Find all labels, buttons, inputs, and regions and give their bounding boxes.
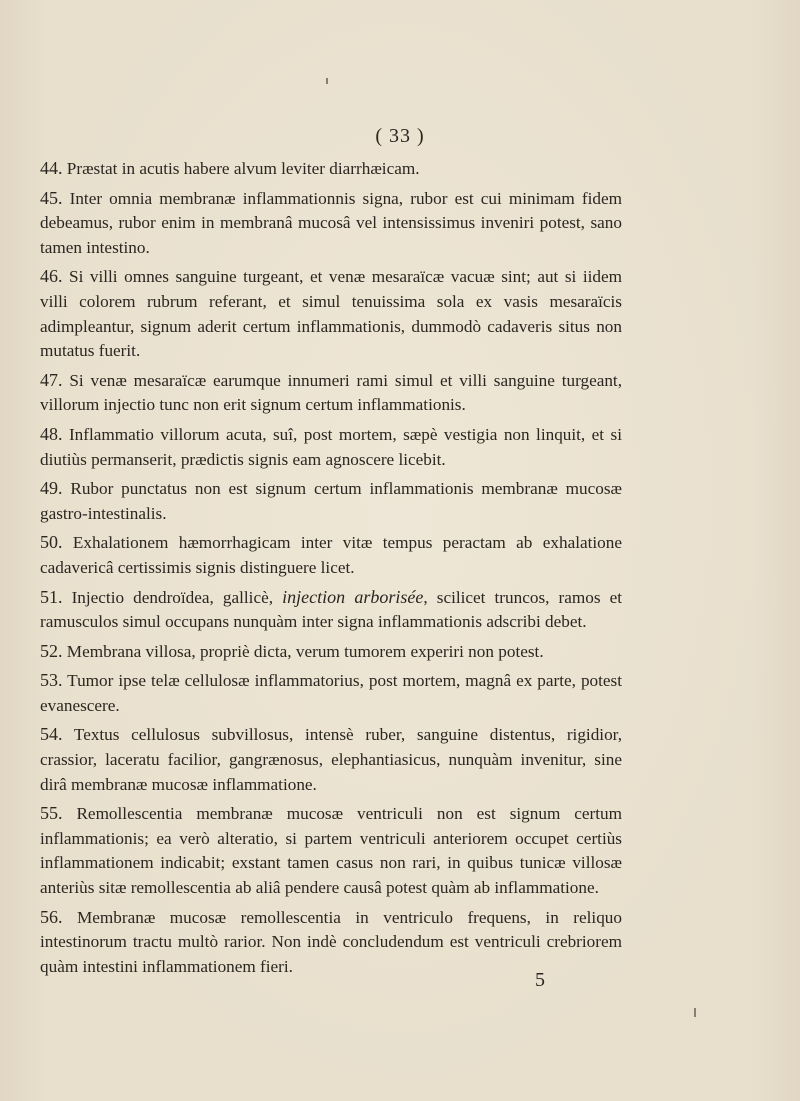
paragraph-49: [40, 476, 622, 526]
paragraph-text: Membranæ mucosæ remollescentia in ventriculo frequens, in reliquo intestinorum tractu multò rarior. Non indè concludendum est ventriculi crebriorem quàm intestini inflammationem fieri.: [40, 907, 622, 976]
paragraph-55: [40, 801, 622, 900]
paragraph-50: [40, 530, 622, 580]
paragraph-text: Tumor ipse telæ cellulosæ inflammatorius, post mortem, magnâ ex parte, potest evanescere.: [40, 671, 622, 715]
paragraph-53: [40, 668, 622, 718]
paragraph-45: [40, 186, 622, 261]
paragraph-text-post: , scilicet truncos, ramos et ramusculos simul occupans nunquàm inter signa inflammationis adscribi debet.: [40, 587, 623, 632]
paragraph-text-pre: Injectio dendroïdea, gallicè,: [62, 587, 283, 607]
paragraph-number: 46.: [40, 266, 63, 287]
paragraph-47: [40, 368, 622, 418]
paragraph-text: Inflammatio villorum acuta, suî, post mortem, sæpè vestigia non linquit, et si diutiùs permanserit, prædictis signis eam agnoscere licebit.: [40, 424, 622, 469]
paragraph-text: Si venæ mesaraïcæ earumque innumeri rami simul et villi sanguine turgeant, villorum injectio tunc non erit signum certum inflammationis.: [40, 370, 622, 415]
paper-speck: [326, 78, 328, 84]
paragraph-number: 44.: [40, 158, 63, 178]
paragraph-number: 49.: [40, 478, 63, 499]
paragraph-number: 48.: [40, 423, 63, 444]
signature-mark: 5: [535, 969, 545, 991]
paragraph-number: 56.: [40, 906, 63, 927]
paragraph-text: Remollescentia membranæ mucosæ ventriculi non est signum certum inflammationis; ea verò alteratio, si partem ventriculi anteriorem occupet certiùs inflammationem indicabit; exstant tamen casus non rari, in quibus tunicæ villosæ anteriùs sitæ remollescentia ab aliâ pendere causâ potest quàm ab inflammatione.: [40, 804, 622, 898]
paragraph-text: Textus cellulosus subvillosus, intensè ruber, sanguine distentus, rigidior, crassior, laceratu facilior, gangrænosus, elephantiasicus, nunquàm invenitur, sine dirâ membranæ mucosæ inflammatione.: [40, 725, 622, 794]
paragraph-number: 47.: [40, 369, 63, 390]
paragraph-number: 51.: [40, 586, 63, 607]
paragraph-number: 52.: [40, 640, 63, 661]
paragraph-text: Rubor punctatus non est signum certum inflammationis membranæ mucosæ gastro-intestinalis.: [40, 479, 622, 523]
paragraph-number: 53.: [40, 670, 63, 691]
paragraph-number: 55.: [40, 803, 63, 824]
paragraph-54: [40, 722, 622, 797]
paragraph-52: [40, 639, 622, 665]
paragraph-text: Inter omnia membranæ inflammationnis signa, rubor est cui minimam fidem debeamus, rubor enim in membranâ mucosâ vel intensissimus inveniri potest, sano tamen intestino.: [40, 188, 622, 257]
paragraph-number: 45.: [40, 187, 63, 208]
body-text: [40, 156, 622, 983]
paragraph-44: [40, 156, 622, 182]
paragraph-number: 54.: [40, 724, 63, 745]
paragraph-text: Exhalationem hæmorrhagicam inter vitæ tempus peractam ab exhalatione cadavericâ certissimis signis distinguere licet.: [40, 533, 622, 577]
paragraph-number: 50.: [40, 532, 63, 553]
paragraph-text: Si villi omnes sanguine turgeant, et venæ mesaraïcæ vacuæ sint; aut si iidem villi colorem rubrum referant, et simul tenuissima sola ex vasis mesaraïcis adimpleantur, signum aderit certum inflammationis, dummodò cadaveris situs non mutatus fuerit.: [40, 267, 622, 361]
page-number: ( 33 ): [375, 125, 425, 147]
paragraph-46: [40, 264, 622, 363]
paragraph-text-italic: injection arborisée: [282, 586, 424, 607]
paragraph-text: Membrana villosa, propriè dicta, verum tumorem experiri non potest.: [62, 641, 544, 661]
paragraph-51: [40, 585, 622, 635]
paragraph-text: Præstat in acutis habere alvum leviter diarrhæicam.: [62, 159, 420, 178]
paper-speck: [694, 1008, 696, 1017]
paragraph-48: [40, 422, 622, 472]
